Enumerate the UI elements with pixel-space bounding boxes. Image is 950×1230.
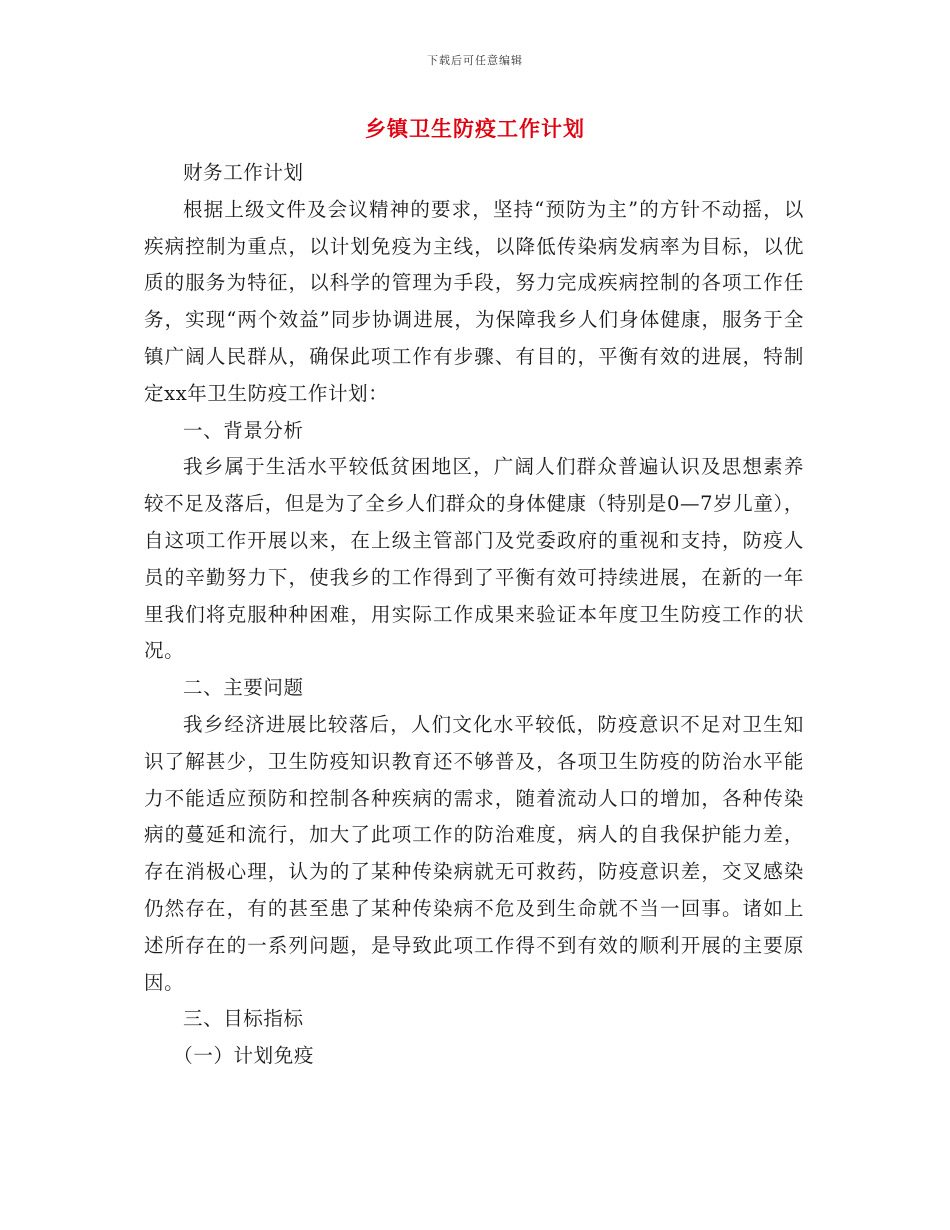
- page-header-note: 下载后可任意编辑: [427, 54, 523, 67]
- paragraph-background: 我乡属于生活水平较低贫困地区，广阔人们群众普遍认识及思想素养较不足及落后，但是为了全乡人们群众的身体健康（特别是0—7岁儿童），自这项工作开展以来，在上级主管部门及党委政府的重视和支持，防疫人员的辛勤努力下，使我乡的工作得到了平衡有效可持续进展，在新的一年里我们将克服种种困难，用实际工作成果来验证本年度卫生防疫工作的状况。: [144, 455, 804, 663]
- subsection-heading-immunization: （一）计划免疫: [173, 1044, 314, 1068]
- paragraph-intro: 根据上级文件及会议精神的要求，坚持“预防为主”的方针不动摇，以疾病控制为重点，以计划免疫为主线，以降低传染病发病率为目标，以优质的服务为特征，以科学的管理为手段，努力完成疾病控制的各项工作任务，实现“两个效益”同步协调进展，为保障我乡人们身体健康，服务于全镇广阔人民群从，确保此项工作有步骤、有目的，平衡有效的进展，特制定xx年卫生防疫工作计划：: [144, 197, 804, 405]
- section-heading-background: 一、背景分析: [183, 418, 304, 442]
- section-heading-problems: 二、主要问题: [183, 676, 304, 700]
- paragraph-problems: 我乡经济进展比较落后，人们文化水平较低，防疫意识不足对卫生知识了解甚少，卫生防疫知识教育还不够普及，各项卫生防疫的防治水平能力不能适应预防和控制各种疾病的需求，随着流动人口的增加，各种传染病的蔓延和流行，加大了此项工作的防治难度，病人的自我保护能力差，存在消极心理，认为的了某种传染病就无可救药，防疫意识差，交叉感染仍然存在，有的甚至患了某种传染病不危及到生命就不当一回事。诸如上述所存在的一系列问题，是导致此项工作得不到有效的顺利开展的主要原因。: [144, 712, 804, 994]
- paragraph-heading: 财务工作计划: [183, 161, 304, 184]
- section-heading-targets: 三、目标指标: [183, 1007, 304, 1031]
- document-body: [144, 155, 804, 1075]
- document-title: 乡镇卫生防疫工作计划: [365, 116, 585, 141]
